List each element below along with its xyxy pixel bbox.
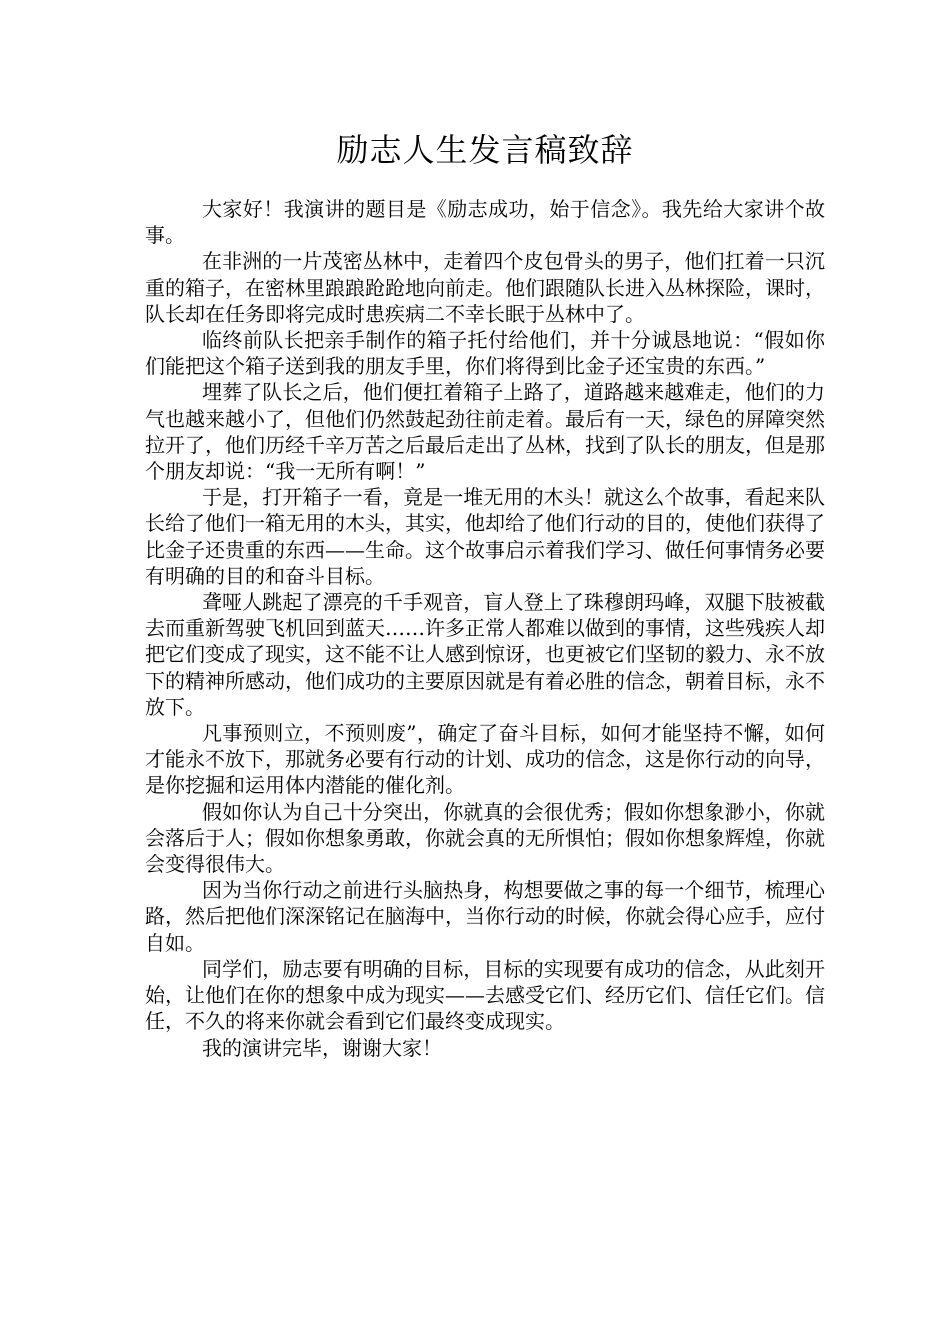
document-body xyxy=(145,196,825,1061)
document-page xyxy=(145,128,825,1061)
document-title: 励志人生发言稿致辞 xyxy=(336,131,634,169)
paragraph: 临终前队长把亲手制作的箱子托付给他们，并十分诚恳地说：“假如你们能把这个箱子送到我的朋友手里，你们将得到比金子还宝贵的东西。” xyxy=(145,328,825,379)
paragraph: 大家好！我演讲的题目是《励志成功，始于信念》。我先给大家讲个故事。 xyxy=(145,197,825,248)
paragraph: 凡事预则立，不预则废”，确定了奋斗目标，如何才能坚持不懈，如何才能永不放下，那就务必要有行动的计划、成功的信念，这是你行动的向导，是你挖掘和运用体内潜能的催化剂。 xyxy=(145,721,825,798)
paragraph: 埋葬了队长之后，他们便扛着箱子上路了，道路越来越难走，他们的力气也越来越小了，但他们仍然鼓起劲往前走着。最后有一天，绿色的屏障突然拉开了，他们历经千辛万苦之后最后走出了丛林，找到了队长的朋友，但是那个朋友却说：“我一无所有啊！” xyxy=(145,380,825,484)
paragraph: 假如你认为自己十分突出，你就真的会很优秀；假如你想象渺小，你就会落后于人；假如你想象勇敢，你就会真的无所惧怕；假如你想象辉煌，你就会变得很伟大。 xyxy=(145,799,825,877)
paragraph: 聋哑人跳起了漂亮的千手观音，盲人登上了珠穆朗玛峰，双腿下肢被截去而重新驾驶飞机回到蓝天……许多正常人都难以做到的事情，这些残疾人却把它们变成了现实，这不能不让人感到惊讶，也更被它们坚韧的毅力、永不放下的精神所感动，他们成功的主要原因就是有着必胜的信念，朝着目标，永不放下。 xyxy=(145,590,825,719)
paragraph: 我的演讲完毕，谢谢大家！ xyxy=(202,1035,442,1060)
paragraph: 同学们，励志要有明确的目标，目标的实现要有成功的信念，从此刻开始，让他们在你的想象中成为现实——去感受它们、经历它们、信任它们。信任，不久的将来你就会看到它们最终变成现实。 xyxy=(145,956,825,1034)
paragraph: 在非洲的一片茂密丛林中，走着四个皮包骨头的男子，他们扛着一只沉重的箱子，在密林里踉踉跄跄地向前走。他们跟随队长进入丛林探险，课时，队长却在任务即将完成时患疾病二不幸长眠于丛林中了。 xyxy=(145,249,825,326)
paragraph: 因为当你行动之前进行头脑热身，构想要做之事的每一个细节，梳理心路，然后把他们深深铭记在脑海中，当你行动的时候，你就会得心应手，应付自如。 xyxy=(145,878,825,955)
paragraph: 于是，打开箱子一看，竟是一堆无用的木头！就这么个故事，看起来队长给了他们一箱无用的木头，其实，他却给了他们行动的目的，使他们获得了比金子还贵重的东西——生命。这个故事启示着我们学习、做任何事情务必要有明确的目的和奋斗目标。 xyxy=(145,485,825,588)
